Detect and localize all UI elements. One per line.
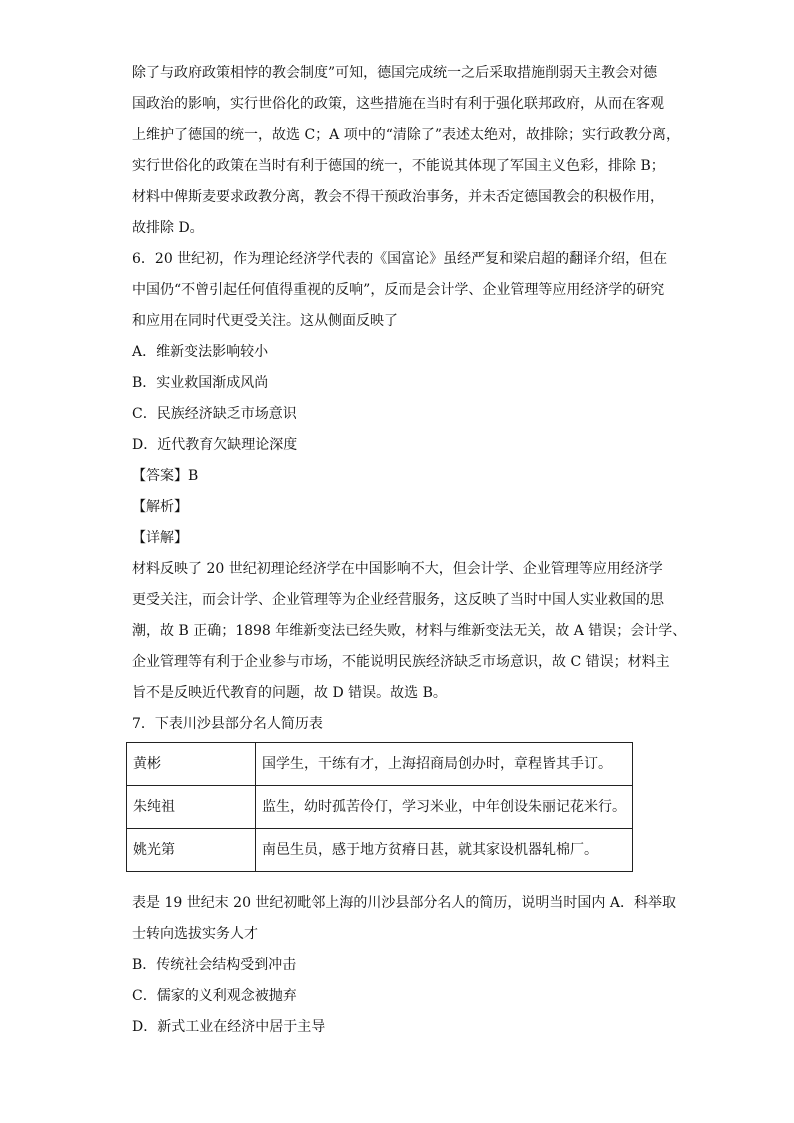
option-b: B．实业救国渐成风尚 xyxy=(132,375,269,391)
detail-label: 【详解】 xyxy=(132,530,188,546)
detail-line: 材料反映了 20 世纪初理论经济学在中国影响不大，但会计学、企业管理等应用经济学 xyxy=(132,561,663,577)
text-line: 上维护了德国的统一，故选 C；A 项中的“清除了”表述太绝对，故排除；实行政教分离， xyxy=(132,127,681,143)
question-stem-line: 6．20 世纪初，作为理论经济学代表的《国富论》虽经严复和梁启超的翻译介绍，但在 xyxy=(132,251,668,267)
answer-label: 【答案】B xyxy=(132,468,199,484)
text-line: 材料中俾斯麦要求政教分离，教会不得干预政治事务，并未否定德国教会的积极作用， xyxy=(132,189,664,205)
option-c: C．儒家的义利观念被抛弃 xyxy=(132,988,297,1004)
text-line: 国政治的影响，实行世俗化的政策，这些措施在当时有利于强化联邦政府，从而在客观 xyxy=(132,96,664,112)
question-stem-line: 中国仍“不曾引起任何值得重视的反响”，反而是会计学、企业管理等应用经济学的研究 xyxy=(132,282,665,298)
name-cell: 朱纯祖 xyxy=(127,786,256,829)
profiles-table xyxy=(126,742,633,872)
option-b: B．传统社会结构受到冲击 xyxy=(132,957,297,973)
document-page xyxy=(132,58,687,1043)
bio-cell: 国学生，干练有才，上海招商局创办时，章程皆其手订。 xyxy=(256,743,633,786)
table-description xyxy=(132,888,676,1043)
name-cell: 黄彬 xyxy=(127,743,256,786)
table-row xyxy=(127,829,633,872)
bio-cell: 南邑生员，感于地方贫瘠日甚，就其家设机器轧棉厂。 xyxy=(256,829,633,872)
previous-analysis xyxy=(132,58,681,244)
text-line: 实行世俗化的政策在当时有利于德国的统一，不能说其体现了军国主义色彩，排除 B； xyxy=(132,158,665,174)
text-line: 故排除 D。 xyxy=(132,220,204,236)
option-a: A．维新变法影响较小 xyxy=(132,344,269,360)
option-d: D．新式工业在经济中居于主导 xyxy=(132,1019,326,1035)
question-7 xyxy=(132,709,676,1043)
text-line: 表是 19 世纪末 20 世纪初毗邻上海的川沙县部分名人的简历，说明当时国内 A．科举取 xyxy=(132,895,676,911)
question-stem: 7．下表川沙县部分名人简历表 xyxy=(132,716,323,732)
detail-line: 企业管理等有利于企业参与市场，不能说明民族经济缺乏市场意识，故 C 错误；材料主 xyxy=(132,654,670,670)
detail-line: 更受关注，而会计学、企业管理等为企业经营服务，这反映了当时中国人实业救国的思 xyxy=(132,592,664,608)
analysis-label: 【解析】 xyxy=(132,499,188,515)
table-row xyxy=(127,743,633,786)
detail-line: 潮，故 B 正确；1898 年维新变法已经失败，材料与维新变法无关，故 A 错误；会计学、 xyxy=(132,623,687,639)
text-line: 除了与政府政策相悖的教会制度”可知，德国完成统一之后采取措施削弱天主教会对德 xyxy=(132,65,658,81)
option-d: D．近代教育欠缺理论深度 xyxy=(132,437,298,453)
question-6 xyxy=(132,244,687,709)
detail-line: 旨不是反映近代教育的问题，故 D 错误。故选 B。 xyxy=(132,685,447,701)
option-c: C．民族经济缺乏市场意识 xyxy=(132,406,297,422)
text-line: 士转向选拔实务人才 xyxy=(132,926,258,942)
question-stem-line: 和应用在同时代更受关注。这从侧面反映了 xyxy=(132,313,398,329)
name-cell: 姚光第 xyxy=(127,829,256,872)
table-row xyxy=(127,786,633,829)
bio-cell: 监生，幼时孤苦伶仃，学习米业，中年创设朱丽记花米行。 xyxy=(256,786,633,829)
